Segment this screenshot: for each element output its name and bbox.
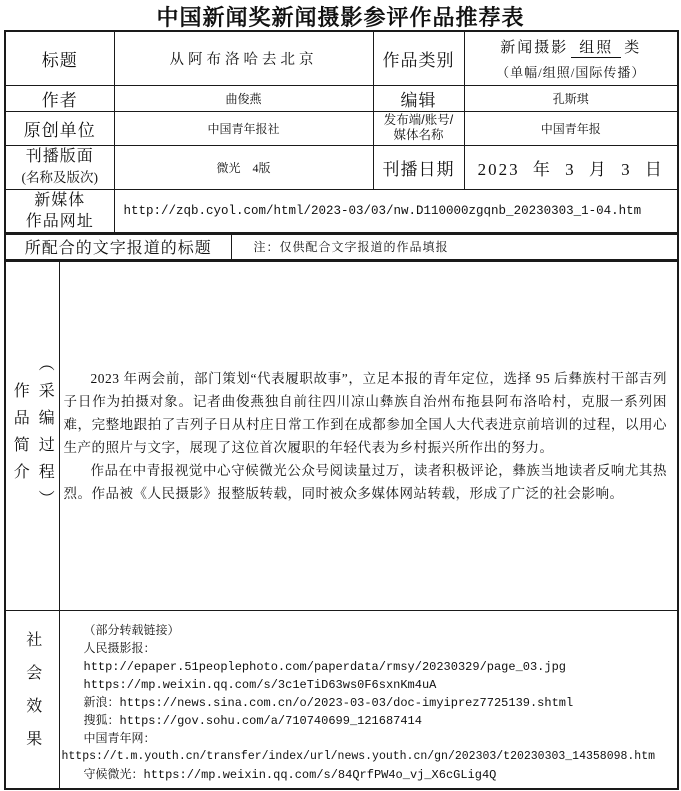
field-value-editor: 孔斯琪 [464,85,678,111]
field-label-new-media-url [5,189,114,233]
field-value-publication-layout: 微光 4版 [114,145,373,189]
field-label-editor: 编辑 [373,85,464,111]
field-value-social-effect [59,611,678,789]
work-intro-label-paren: （采编过程） [36,354,54,517]
field-value-new-media-url: http://zqb.cyol.com/html/2023-03/03/nw.D110000zgqnb_20230303_1-04.htm [114,189,678,233]
field-label-publication-layout [5,145,114,189]
category-selected-value: 组照 [571,40,621,58]
row-publication-layout [5,145,678,189]
new-media-label-line1: 新媒体 [34,191,86,209]
field-label-publish-channel [373,111,464,145]
row-original-unit [5,111,678,145]
publication-layout-label-line1: 刊播版面 [25,148,94,165]
field-label-category: 作品类别 [373,31,464,85]
field-value-title: 从阿布洛哈去北京 [114,31,373,85]
publish-channel-label-line2: 媒体名称 [393,128,444,142]
category-line [465,36,678,58]
form-table-bottom [4,260,679,790]
field-label-title: 标题 [5,31,114,85]
category-suffix: 类 [624,39,642,56]
field-value-original-unit: 中国青年报社 [114,111,373,145]
row-social-effect [5,611,678,789]
effect-line-peoplephoto-label: 人民摄影报： [83,642,156,657]
field-label-work-intro [5,261,59,611]
field-value-work-intro [59,261,678,611]
effect-line-reprint-note: （部分转载链接） [83,624,180,639]
form-table-top [4,30,679,234]
effect-line-peoplephoto-url: http://epaper.51peoplephoto.com/paperdata/rmsy/20230329/page_03.jpg [83,660,566,675]
effect-line-youth-label: 中国青年网： [83,732,156,747]
field-label-social-effect [5,611,59,789]
category-prefix: 新闻摄影 [500,39,569,56]
field-label-original-unit: 原创单位 [5,111,114,145]
social-effect-links [60,614,678,784]
row-work-intro [5,261,678,611]
effect-line-sina-url: 新浪：https://news.sina.com.cn/o/2023-03-03/doc-imyiprez7725139.shtml [83,696,574,711]
field-value-publish-channel: 中国青年报 [464,111,678,145]
work-intro-paragraph-2: 作品在中青报视觉中心守候微光公众号阅读量过万，读者积极评论，彝族当地读者反响尤其热烈。作品被《人民摄影》报整版转载，同时被众多媒体网站转载，形成了广泛的社会影响。 [63,462,667,501]
work-intro-text [60,367,678,505]
work-intro-label-main: 作品简介 [11,381,29,490]
form-table-text-report [4,233,679,261]
field-value-category [464,31,678,85]
field-note-text-report: 注：仅供配合文字报道的作品填报 [231,234,678,260]
publication-layout-label-line2: (名称及版次) [21,170,98,185]
effect-line-youth-url: https://t.m.youth.cn/transfer/index/url/news.youth.cn/gn/202303/t20230303_14358098.htm [61,750,655,764]
category-options: （单幅/组照/国际传播） [496,64,646,80]
row-text-report-title [5,234,678,260]
row-new-media-url [5,189,678,233]
field-label-text-report-title: 所配合的文字报道的标题 [5,234,231,260]
effect-line-weixin-url: https://mp.weixin.qq.com/s/3c1eTiD63ws0F6sxnKm4uA [83,678,437,693]
row-title [5,31,678,85]
page-title: 中国新闻奖新闻摄影参评作品推荐表 [156,5,525,30]
field-value-author: 曲俊燕 [114,85,373,111]
field-label-author: 作者 [5,85,114,111]
work-intro-paragraph-1: 2023 年两会前，部门策划“代表履职故事”，立足本报的青年定位，选择 95 后彝族村干部吉列子日作为拍摄对象。记者曲俊燕独自前往四川凉山彝族自治州布拖县阿布洛哈村，克服一系列困难，完整地跟拍了吉列子日从村庄日常工作到在成都参加全国人大代表进京前培训的过程，以用心生产的照片与文字，展现了这位首次履职的年轻代表为乡村振兴所作出的努力。 [63,370,667,455]
field-label-publish-date: 刊播日期 [373,145,464,189]
field-value-publish-date: 2023 年 3 月 3 日 [464,145,678,189]
new-media-label-line2: 作品网址 [25,212,94,230]
social-effect-vertical-label: 社会效果 [23,630,41,763]
work-intro-vertical-label [6,355,59,517]
row-author [5,85,678,111]
effect-line-shouhou-weiguang-url: 守候微光：https://mp.weixin.qq.com/s/84QrfPW4o_vj_X6cGLig4Q [83,768,497,783]
publish-channel-label-line1: 发布端/账号/ [383,113,454,127]
effect-line-sohu-url: 搜狐：https://gov.sohu.com/a/710740699_121687414 [83,714,422,729]
